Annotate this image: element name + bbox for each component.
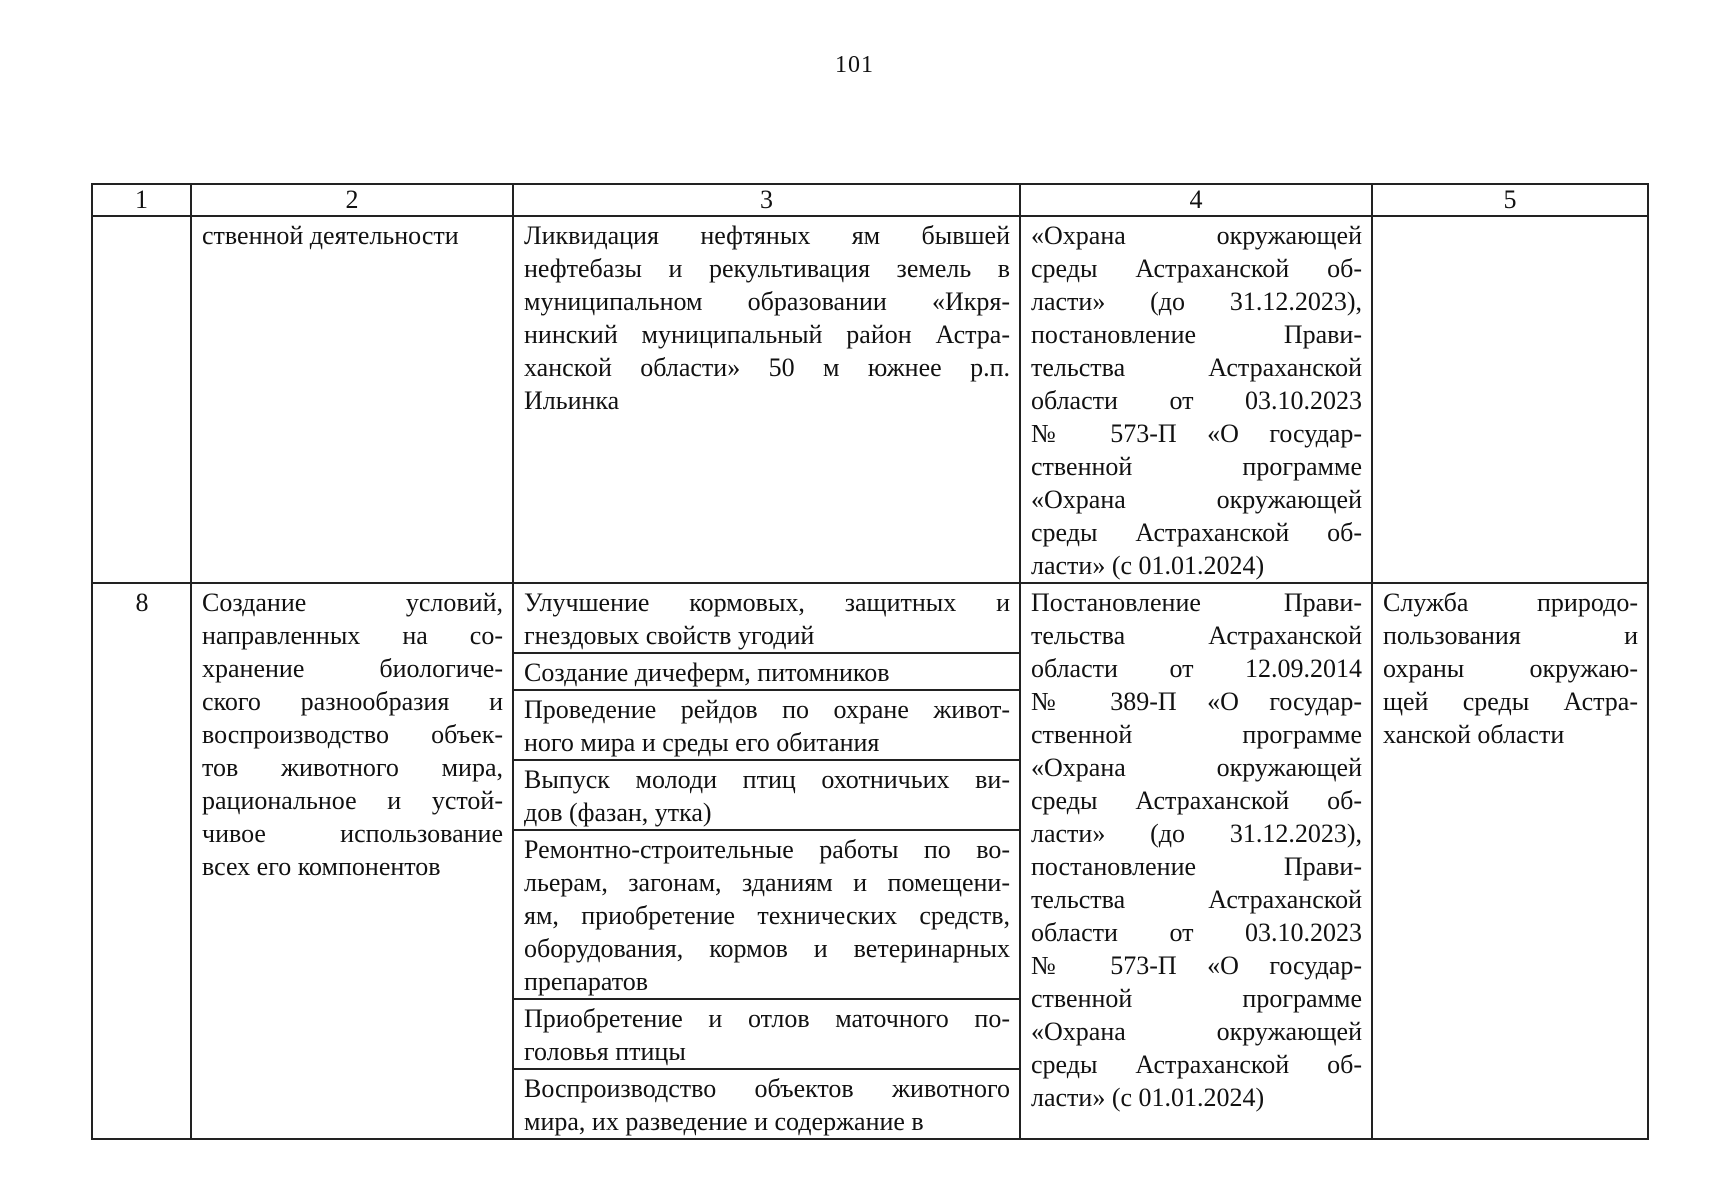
text-line: гнездовых свойств угодий — [524, 621, 815, 650]
header-col-5: 5 — [1372, 184, 1648, 216]
row-number: 8 — [92, 583, 191, 1139]
text-line: области от 03.10.2023 — [1031, 386, 1362, 415]
text-line: постановление Прави- — [1031, 320, 1362, 349]
text-line: ханской области — [1383, 720, 1565, 749]
text-line: тельства Астраханской — [1031, 621, 1362, 650]
text-line: «Охрана окружающей — [1031, 485, 1362, 514]
legal-basis-cell — [1020, 216, 1372, 583]
text-line: ного мира и среды его обитания — [524, 728, 880, 757]
text-line: охраны окружаю- — [1383, 654, 1638, 683]
text-line: Служба природо- — [1383, 588, 1638, 617]
text-line: воспроизводство объек- — [202, 720, 503, 749]
row-number — [92, 216, 191, 583]
table-row — [92, 216, 1648, 583]
action-item — [514, 654, 1019, 691]
table-row — [92, 583, 1648, 1139]
text-line: среды Астраханской об- — [1031, 254, 1362, 283]
text-line: льерам, загонам, зданиям и помещени- — [524, 868, 1010, 897]
action-item — [514, 691, 1019, 761]
text-line: тельства Астраханской — [1031, 353, 1362, 382]
header-col-2: 2 — [191, 184, 513, 216]
text-line: среды Астраханской об- — [1031, 786, 1362, 815]
measures-table — [91, 183, 1649, 1140]
text-line: хранение биологиче- — [202, 654, 503, 683]
text-line: Выпуск молоди птиц охотничьих ви- — [524, 765, 1010, 794]
actions-cell — [513, 216, 1020, 583]
text-line: оборудования, кормов и ветеринарных — [524, 934, 1010, 963]
text-line: постановление Прави- — [1031, 852, 1362, 881]
text-line: среды Астраханской об- — [1031, 1050, 1362, 1079]
action-item — [514, 831, 1019, 1000]
text-line: № 389-П «О государ- — [1031, 687, 1362, 716]
action-item — [514, 1000, 1019, 1070]
text-line: Создание условий, — [202, 588, 503, 617]
text-line: пользования и — [1383, 621, 1638, 650]
executor-cell — [1372, 583, 1648, 1139]
text-line: Приобретение и отлов маточного по- — [524, 1004, 1010, 1033]
text-line: Проведение рейдов по охране живот- — [524, 695, 1010, 724]
text-line: рациональное и устой- — [202, 786, 503, 815]
header-col-4: 4 — [1020, 184, 1372, 216]
text-line: щей среды Астра- — [1383, 687, 1638, 716]
text-line: области от 12.09.2014 — [1031, 654, 1362, 683]
text-line: Улучшение кормовых, защитных и — [524, 588, 1010, 617]
text-line: ласти» (до 31.12.2023), — [1031, 819, 1362, 848]
header-row — [92, 184, 1648, 216]
actions-cell — [513, 583, 1020, 1139]
text-line: всех его компонентов — [202, 852, 441, 881]
page-number: 101 — [835, 52, 874, 78]
action-item — [514, 761, 1019, 831]
action-item — [514, 217, 1019, 417]
text-line: головья птицы — [524, 1037, 686, 1066]
text-line: № 573-П «О государ- — [1031, 951, 1362, 980]
text-line: тельства Астраханской — [1031, 885, 1362, 914]
header-col-1: 1 — [92, 184, 191, 216]
text-line: «Охрана окружающей — [1031, 221, 1362, 250]
text-line: Создание дичеферм, питомников — [524, 658, 890, 687]
text-line: Ликвидация нефтяных ям бывшей — [524, 221, 1010, 250]
text-line: ственной программе — [1031, 720, 1362, 749]
text-line: нинский муниципальный район Астра- — [524, 320, 1010, 349]
text-line: ственной программе — [1031, 984, 1362, 1013]
header-col-3: 3 — [513, 184, 1020, 216]
action-item — [514, 1070, 1019, 1138]
text-line: препаратов — [524, 967, 649, 996]
text-line: ласти» (с 01.01.2024) — [1031, 551, 1265, 580]
text-line: нефтебазы и рекультивация земель в — [524, 254, 1010, 283]
text-line: «Охрана окружающей — [1031, 753, 1362, 782]
text-line: муниципальном образовании «Икря- — [524, 287, 1010, 316]
text-line: тов животного мира, — [202, 753, 503, 782]
executor-cell — [1372, 216, 1648, 583]
text-line: Постановление Прави- — [1031, 588, 1362, 617]
text-line: № 573-П «О государ- — [1031, 419, 1362, 448]
goal-cell: ственной деятельности — [191, 216, 513, 583]
legal-basis-cell — [1020, 583, 1372, 1139]
text-line: дов (фазан, утка) — [524, 798, 712, 827]
text-line: среды Астраханской об- — [1031, 518, 1362, 547]
goal-cell — [191, 583, 513, 1139]
text-line: области от 03.10.2023 — [1031, 918, 1362, 947]
text-line: ского разнообразия и — [202, 687, 503, 716]
text-line: Ремонтно-строительные работы по во- — [524, 835, 1010, 864]
text-line: направленных на со- — [202, 621, 503, 650]
text-line: ласти» (до 31.12.2023), — [1031, 287, 1362, 316]
action-item — [514, 584, 1019, 654]
text-line: Ильинка — [524, 386, 620, 415]
text-line: ственной программе — [1031, 452, 1362, 481]
text-line: ям, приобретение технических средств, — [524, 901, 1010, 930]
text-line: ханской области» 50 м южнее р.п. — [524, 353, 1010, 382]
text-line: чивое использование — [202, 819, 503, 848]
text-line: Воспроизводство объектов животного — [524, 1074, 1010, 1103]
text-line: мира, их разведение и содержание в — [524, 1107, 924, 1136]
text-line: ласти» (с 01.01.2024) — [1031, 1083, 1265, 1112]
text-line: «Охрана окружающей — [1031, 1017, 1362, 1046]
